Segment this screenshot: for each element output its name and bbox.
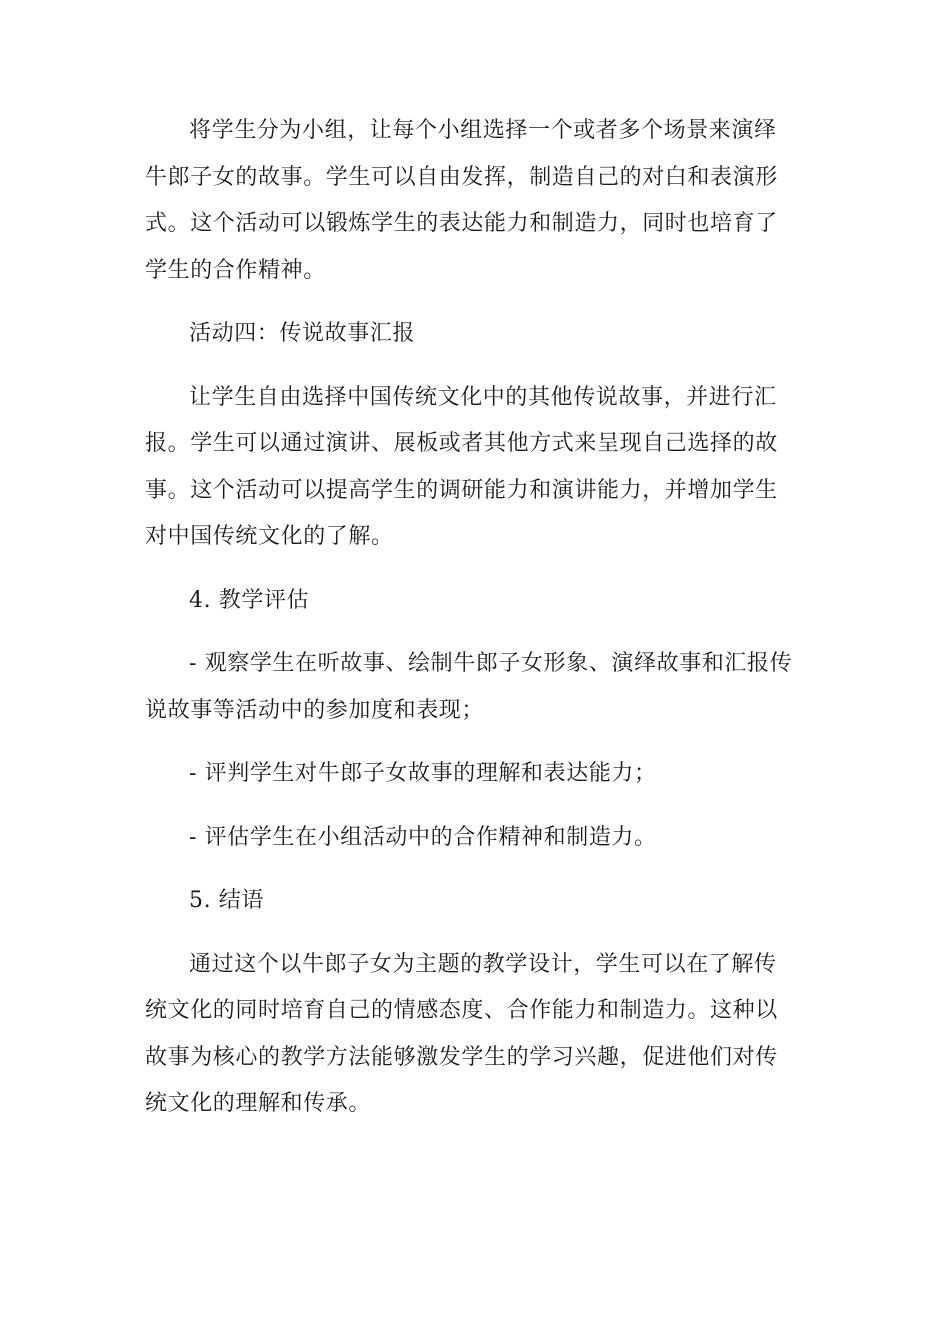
evaluation-item-judge: - 评判学生对牛郎子女故事的理解和表达能力； bbox=[189, 761, 657, 786]
document-body bbox=[145, 108, 795, 1145]
evaluation-item-assess: - 评估学生在小组活动中的合作精神和制造力。 bbox=[189, 824, 657, 850]
paragraph-conclusion: 通过这个以牛郎子女为主题的教学设计，学生可以在了解传统文化的同时培育自己的情感态度、合作能力和制造力。这种以故事为核心的教学方法能够激发学生的学习兴趣，促进他们对传统文化的理解和传承。 bbox=[145, 951, 778, 1116]
paragraph-group-performance: 将学生分为小组，让每个小组选择一个或者多个场景来演绎牛郎子女的故事。学生可以自由发挥，制造自己的对白和表演形式。这个活动可以锻炼学生的表达能力和制造力，同时也培育了学生的合作精神。 bbox=[145, 118, 778, 283]
evaluation-item-observe: - 观察学生在听故事、绘制牛郎子女形象、演绎故事和汇报传说故事等活动中的参加度和表现； bbox=[145, 651, 793, 723]
activity-four-heading: 活动四：传说故事汇报 bbox=[189, 321, 416, 346]
section-teaching-evaluation-heading: 4. 教学评估 bbox=[189, 587, 310, 613]
section-conclusion-heading: 5. 结语 bbox=[189, 888, 264, 913]
paragraph-legend-report: 让学生自由选择中国传统文化中的其他传说故事，并进行汇报。学生可以通过演讲、展板或者其他方式来呈现自己选择的故事。这个活动可以提高学生的调研能力和演讲能力，并增加学生对中国传统文化的了解。 bbox=[145, 384, 778, 549]
